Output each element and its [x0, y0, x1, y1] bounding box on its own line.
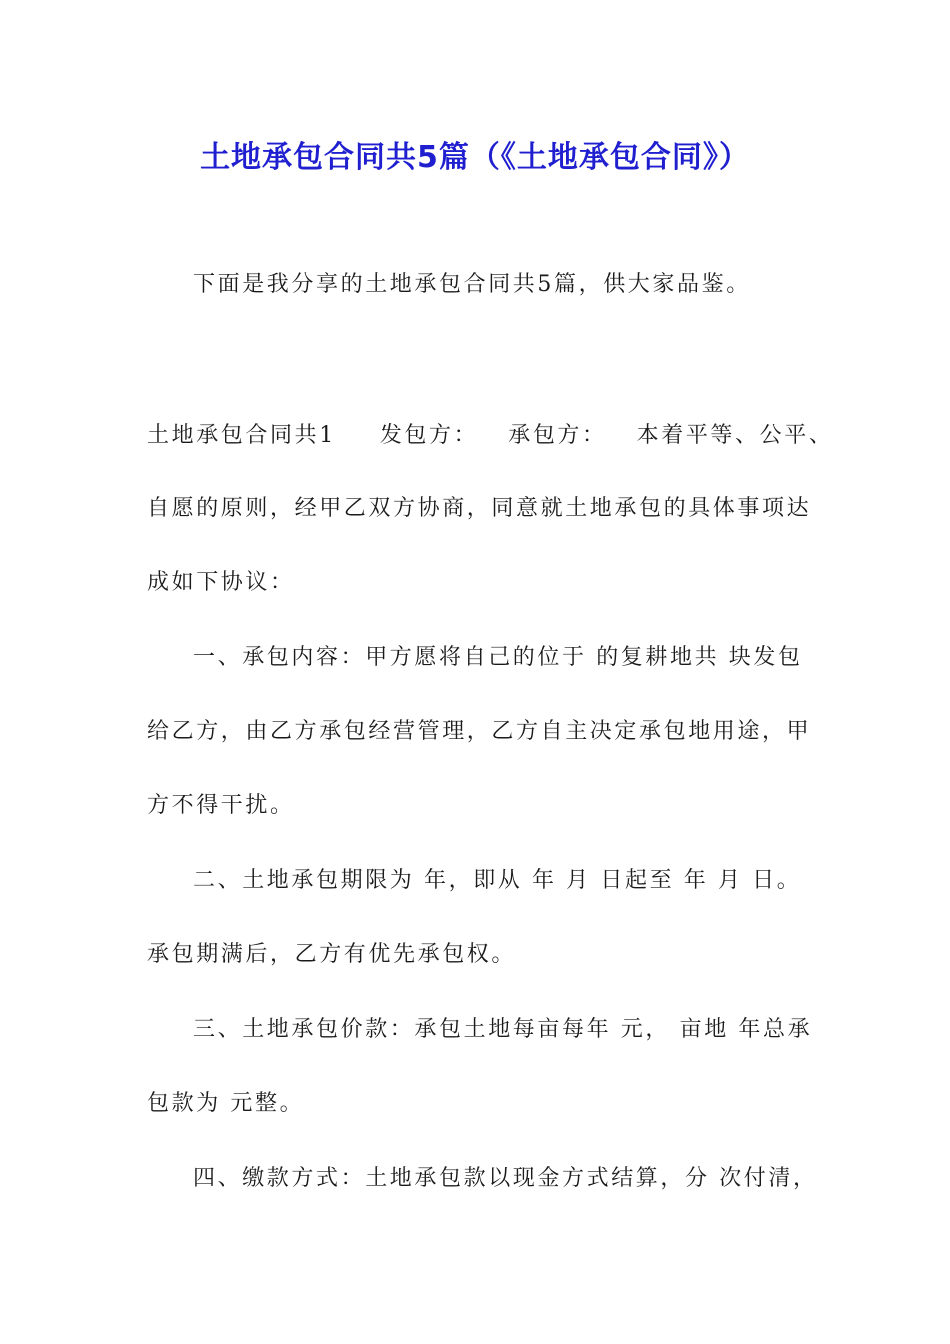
section1-heading: 土地承包合同共1 [147, 423, 336, 448]
body-line: 方不得干扰。 [147, 793, 295, 818]
body-line: 包款为 元整。 [147, 1091, 305, 1116]
body-line: 自愿的原则，经甲乙双方协商，同意就土地承包的具体事项达 [147, 496, 812, 521]
clause-3: 三、土地承包价款：承包土地每亩每年 元， 亩地 年总承 [193, 1017, 813, 1042]
section1-first-line [147, 421, 833, 451]
intro-paragraph: 下面是我分享的土地承包合同共5篇，供大家品鉴。 [193, 272, 751, 297]
body-line: 给乙方，由乙方承包经营管理，乙方自主决定承包地用途，甲 [147, 719, 812, 744]
party-b-label: 承包方： [508, 423, 607, 448]
clause-2: 二、土地承包期限为 年，即从 年 月 日起至 年 月 日。 [193, 868, 802, 893]
body-line: 承包期满后，乙方有优先承包权。 [147, 942, 517, 967]
party-a-label: 发包方： [379, 423, 479, 448]
document-title: 土地承包合同共5篇（《土地承包合同》） [200, 140, 750, 175]
body-text: 本着平等、公平、 [636, 423, 834, 448]
clause-4: 四、缴款方式：土地承包款以现金方式结算，分 次付清， [193, 1166, 818, 1191]
body-line: 成如下协议： [147, 570, 295, 595]
clause-1: 一、承包内容：甲方愿将自己的位于 的复耕地共 块发包 [193, 645, 803, 670]
